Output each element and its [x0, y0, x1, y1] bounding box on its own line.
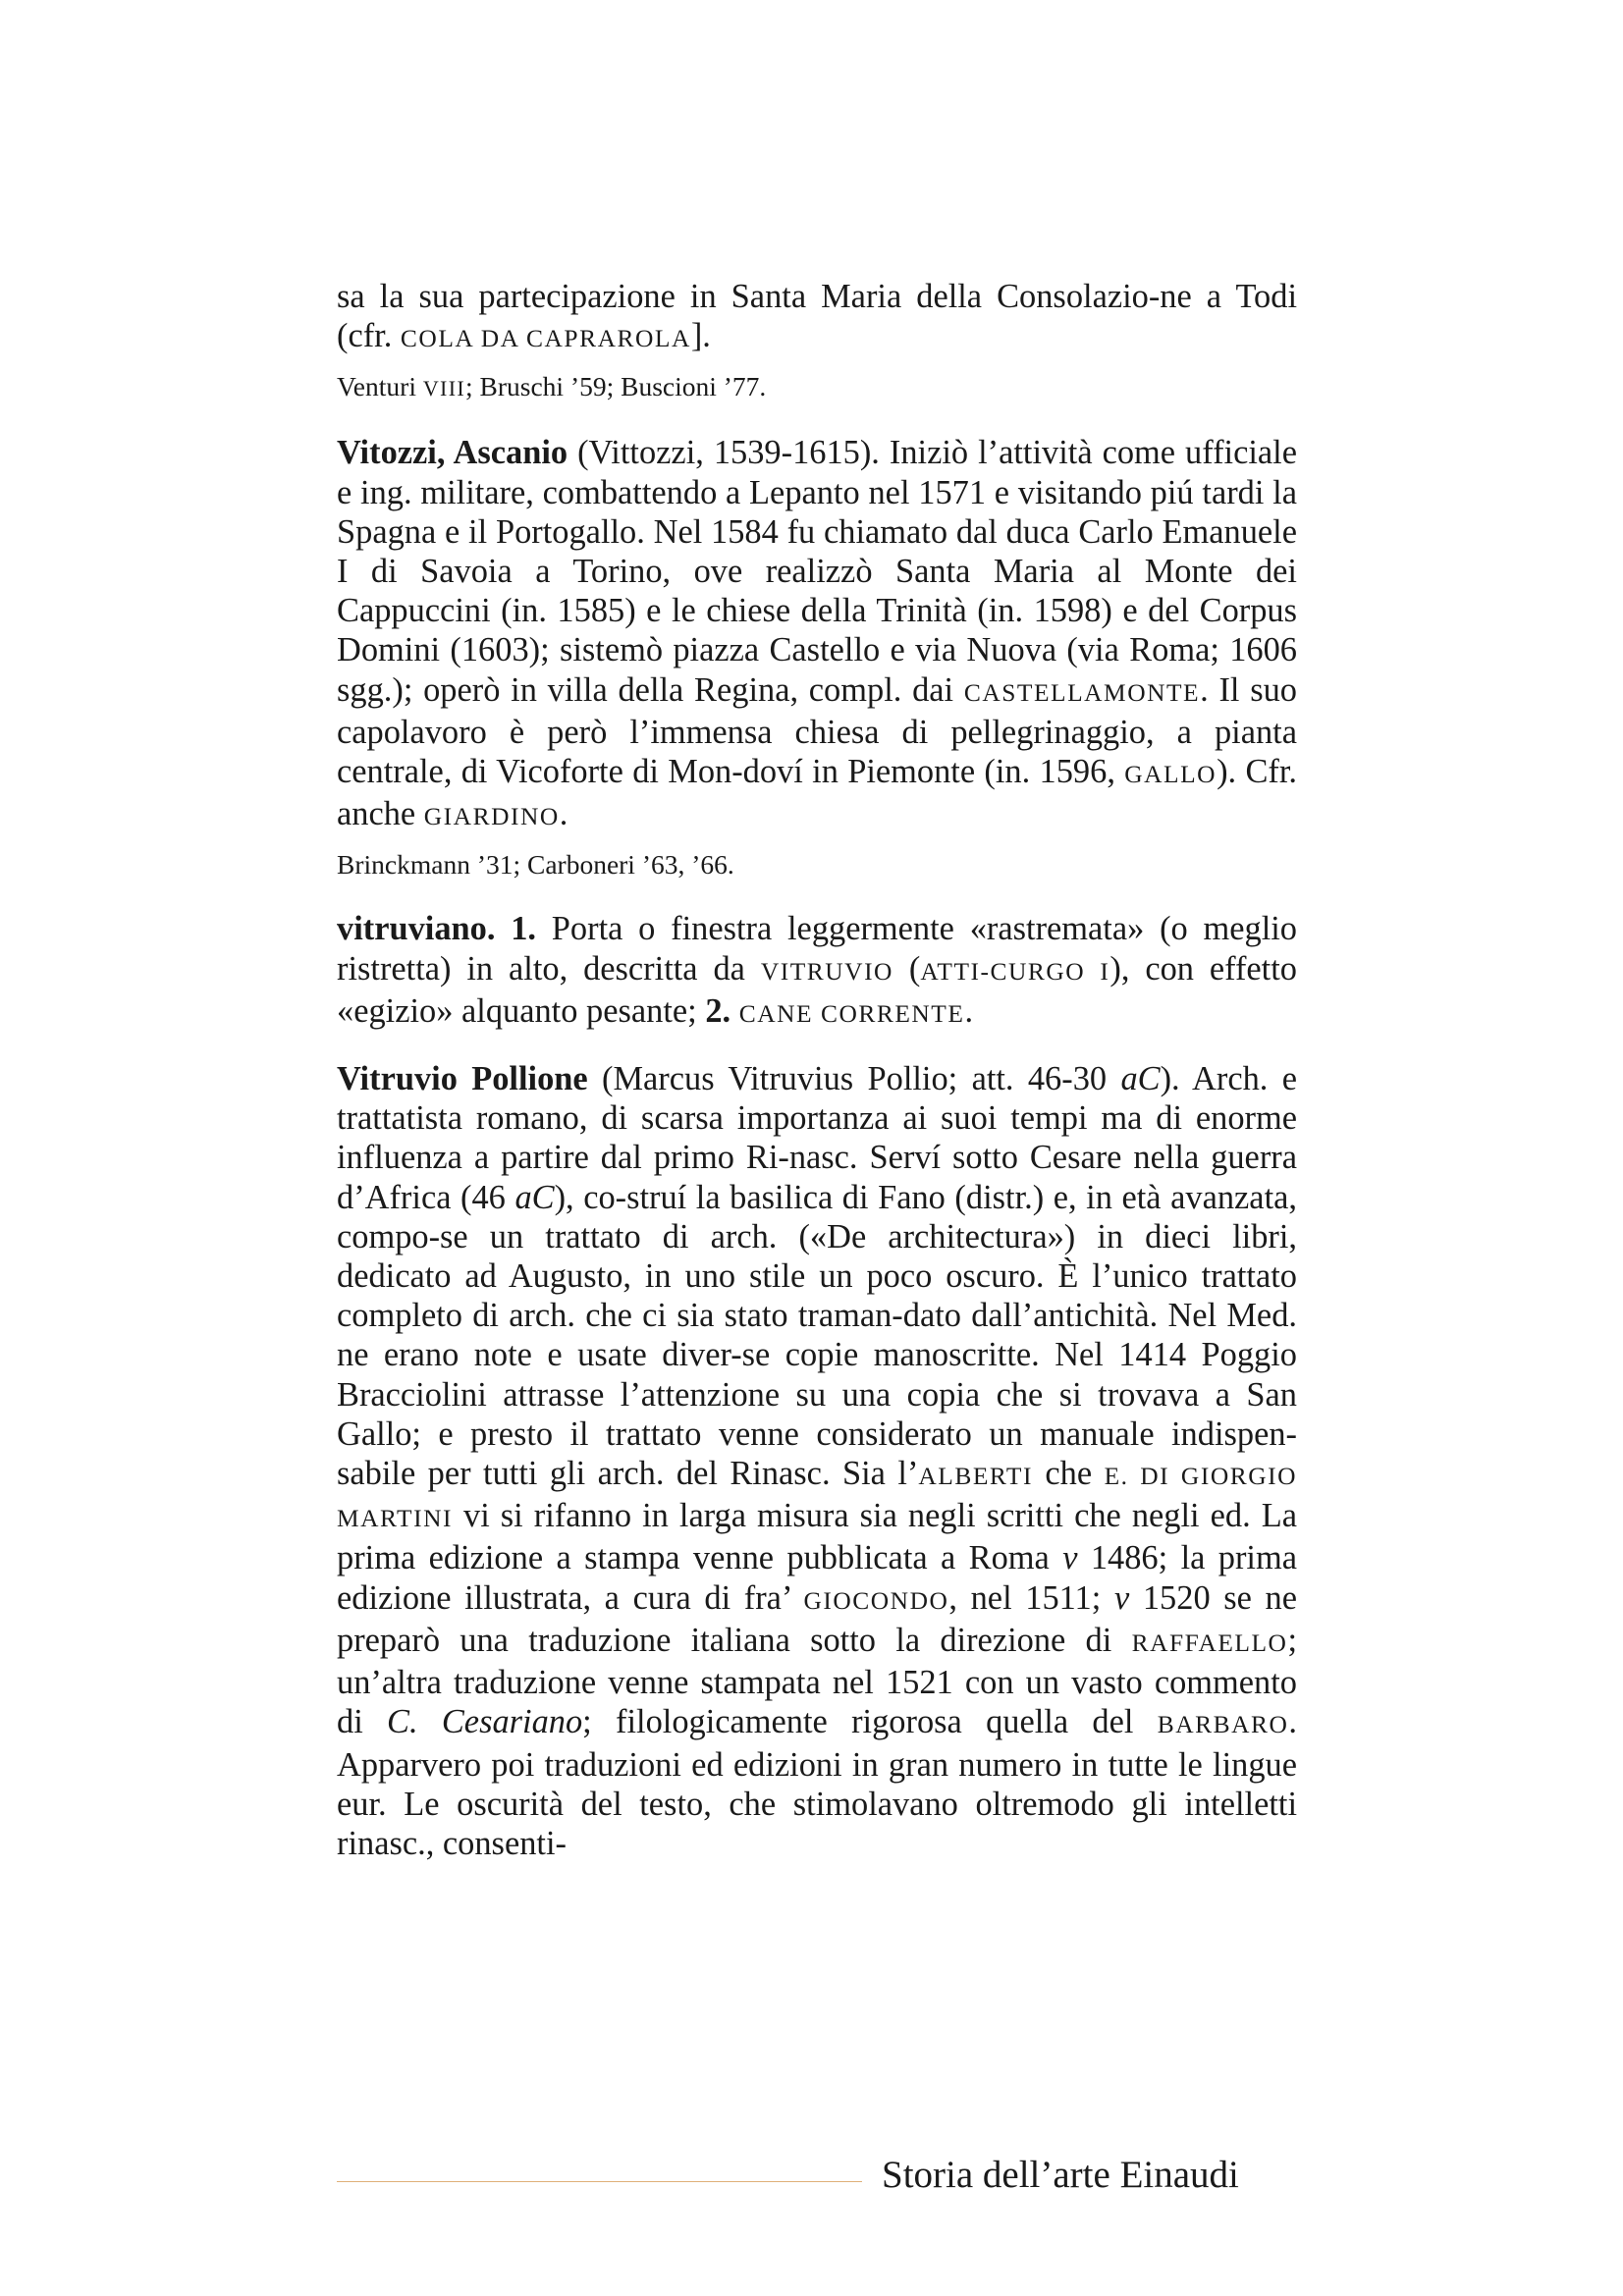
cross-reference: ALBERTI	[918, 1462, 1033, 1491]
entry-headword: Vitozzi, Ascanio	[337, 434, 568, 472]
footer-rule	[337, 2181, 862, 2182]
cross-reference: VITRUVIO	[760, 956, 893, 986]
cross-reference: BARBARO	[1157, 1710, 1289, 1739]
entry-spacer	[337, 1034, 1297, 1059]
entry-headword: Vitruvio Pollione	[337, 1060, 588, 1098]
cross-reference: GIARDINO	[423, 802, 560, 831]
cross-reference: GIOCONDO	[803, 1585, 949, 1615]
cross-reference: GALLO	[1124, 760, 1217, 789]
cross-reference: CANE CORRENTE	[738, 998, 965, 1028]
footer-title: Storia dell’arte Einaudi	[882, 2154, 1239, 2196]
cross-reference: CASTELLAMONTE	[963, 677, 1201, 707]
entry-vitruvio: Vitruvio Pollione (Marcus Vitruvius Pollio; att. 46-30 aC). Arch. e trattatista romano, di scarsa importanza ai suoi tempi ma di enorme influenza a partire dal primo Ri-nasc. Serví sotto Cesare nella guerra d’Africa (46 aC), co-struí la basilica di Fano (distr.) e, in età avanzata, compo-se un trattato di arch. («De architectura») in dieci libri, dedicato ad Augusto, in uno stile un poco oscuro. È l’unico trattato completo di arch. che ci sia stato traman-dato dall’antichità. Nel Med. ne erano note e usate diver-se copie manoscritte. Nel 1414 Poggio Bracciolini attrasse l’attenzione su una copia che si trovava a San Gallo; e presto il trattato venne considerato un manuale indispen-sabile per tutti gli arch. del Rinasc. Sia l’ALBERTI che E. DI GIORGIO MARTINI vi si rifanno in larga misura sia negli scritti che negli ed. La prima edizione a stampa venne pubblicata a Roma v 1486; la prima edizione illustrata, a cura di fra’ GIOCONDO, nel 1511; v 1520 se ne preparò una traduzione italiana sotto la direzione di RAFFAELLO; un’altra traduzione venne stampata nel 1521 con un vasto commento di C. Cesariano; filologicamente rigorosa quella del BARBARO. Apparvero poi traduzioni ed edizioni in gran numero in tutte le lingue eur. Le oscurità del testo, che stimolavano oltremodo gli intelletti rinasc., consenti-	[337, 1060, 1298, 1862]
entry-vitozzi: Vitozzi, Ascanio (Vittozzi, 1539-1615). Iniziò l’attività come ufficiale e ing. militare, combattendo a Lepanto nel 1571 e visitando piú tardi la Spagna e il Portogallo. Nel 1584 fu chiamato dal duca Carlo Emanuele I di Savoia a Torino, ove realizzò Santa Maria al Monte dei Cappuccini (in. 1585) e le chiese della Trinità (in. 1598) e del Corpus Domini (1603); sistemò piazza Castello e via Nuova (via Roma; 1606 sgg.); operò in villa della Regina, compl. dai CASTELLAMONTE. Il suo capolavoro è però l’immensa chiesa di pellegrinaggio, a pianta centrale, di Vicoforte di Mon-doví in Piemonte (in. 1596, GALLO). Cfr. anche GIARDINO.	[337, 434, 1297, 833]
entry-headword: vitruviano.	[337, 910, 496, 948]
text-column	[337, 277, 1297, 1863]
entry-continuation: sa la sua partecipazione in Santa Maria della Consolazio-ne a Todi (cfr. COLA DA CAPRAROLA].	[337, 278, 1297, 355]
cross-reference: COLA DA CAPRAROLA	[400, 324, 691, 353]
bibliography-continuation: Venturi VIII; Bruschi ’59; Buscioni ’77.	[337, 371, 767, 402]
cross-reference: E. DI GIORGIO MARTINI	[337, 1462, 1298, 1533]
cross-reference: RAFFAELLO	[1131, 1628, 1288, 1657]
entry-vitruviano: vitruviano. 1. Porta o finestra leggermente «rastremata» (o meglio ristretta) in alto, descritta da VITRUVIO (ATTI-CURGO I), con effetto «egizio» alquanto pesante; 2. CANE CORRENTE.	[337, 910, 1297, 1030]
cross-reference: ATTI-CURGO I	[920, 956, 1110, 986]
bibliography-vitozzi: Brinckmann ’31; Carboneri ’63, ’66.	[337, 849, 734, 881]
